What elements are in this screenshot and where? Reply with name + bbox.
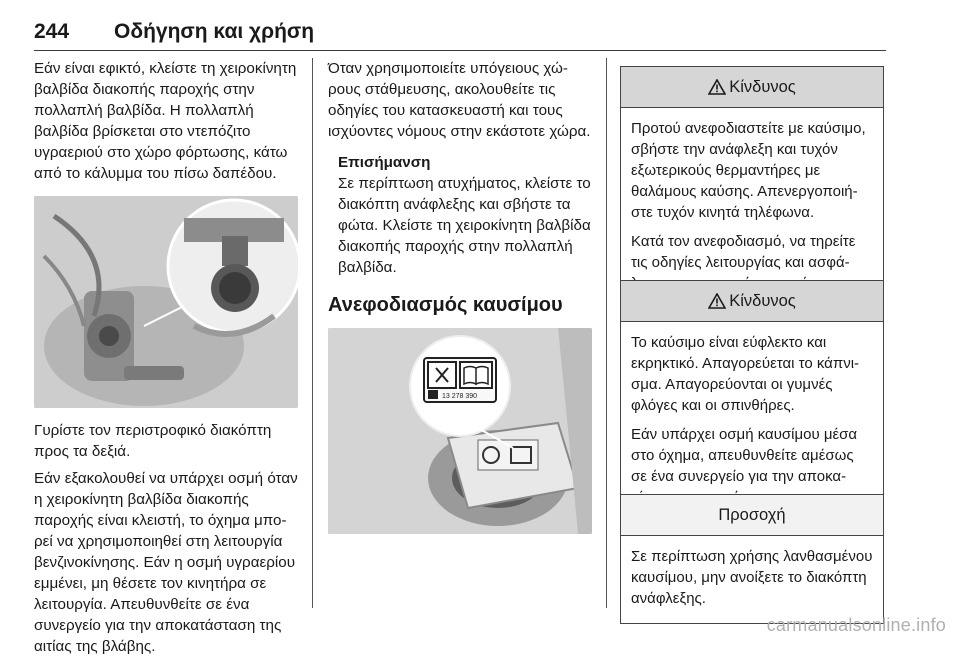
danger-box-title: Κίνδυνος [729,77,796,96]
danger-box-body [621,108,883,308]
valve-illustration [34,196,298,408]
no-open-flame-icon [428,362,456,388]
box-paragraph: Προτού ανεφοδιαστείτε με καύσιμο, σβήστε την ανάφλεξη και τυχόν εξωτερικούς θερμαντήρες με θαλάμους καύσης. Απενεργοποιήστε τυχόν κινητά τηλέφωνα. [631,120,866,221]
box-paragraph: Κατά τον ανεφοδιασμό, να τηρείτε τις οδηγίες λειτουργίας και ασφά [631,233,856,271]
danger-box-body [621,322,883,522]
fuel-flap-illustration [328,328,592,534]
caution-box-body [621,536,883,623]
read-manual-icon [460,362,492,388]
box-paragraph: Εάν υπάρχει οσμή καυσίμου μέσα στο όχημα, απευθυνθείτε αμέσως σε ένα συνεργείο για την αποκα [631,426,858,485]
column-divider [606,58,607,608]
caution-box-title: Προσοχή [718,505,786,524]
page-header [34,10,886,51]
page-title: Οδήγηση και χρήση [114,20,315,43]
danger-box-title: Κίνδυνος [729,291,796,310]
warning-triangle-icon [708,293,726,309]
column-left [34,58,300,663]
note-title: Επισήμανση [338,154,431,171]
danger-box [620,280,884,523]
warning-triangle-icon [708,79,726,95]
text-paragraph: Γυρίστε τον περιστροφικό διακόπτη προς τα δεξιά. [34,422,272,460]
page-number: 244 [34,20,70,43]
column-divider [312,58,313,608]
note-text: Σε περίπτωση ατυχήματος, κλείστε το διακόπτη ανάφλεξης και σβήστε τα φώτα. Κλείστε τη χειροκίνητη βαλβίδα διακοπής παροχής στην πολλαπλή βαλβίδα. [338,175,591,276]
box-paragraph: Σε περίπτωση χρήσης λανθασμένου καυσίμου, μην ανοίξετε το διακόπτη ανάφλεξης. [631,548,873,607]
text-paragraph: Όταν χρησιμοποιείτε υπόγειους χώρους στάθμευσης, ακολουθείτε τις οδηγίες του κατασκευαστή και τους ισχύοντες νόμους στην εκάστοτε χώρα. [328,60,591,140]
note-block [338,152,592,278]
danger-box-header [621,67,883,108]
section-heading: Ανεφοδιασμός καυσίμου [328,294,563,316]
box-paragraph: Το καύσιμο είναι εύφλεκτο και εκρηκτικό. Απαγορεύεται το κάπνισμα. Απαγορεύονται οι γυμνές φλόγες και οι σπινθήρες. [631,334,860,414]
caution-box [620,494,884,624]
column-middle [328,58,592,546]
danger-box [620,66,884,309]
danger-box-header [621,281,883,322]
text-paragraph: Εάν είναι εφικτό, κλείστε τη χειροκίνητη βαλβίδα διακοπής παροχής στην πολλαπλή βαλβίδα. Η πολλαπλή βαλβίδα βρίσκεται στο ντεπόζιτο υγραεριού στο χώρο φόρτωσης, κάτω από το κάλυμμα του πίσω δαπέδου. [34,60,297,182]
text-paragraph: Εάν εξακολουθεί να υπάρχει οσμή όταν η χειροκίνητη βαλβίδα διακοπής παροχής είναι κλειστή, το όχημα μπορεί να χρησιμοποιηθεί στη λειτουργία βενζινοκίνησης. Εάν η οσμή υγραερίου εμμένει, μη θέσετε τον κινητήρα σε λειτουργία. Απευθυνθείτε σε ένα συνεργείο για την αποκατάσταση της αιτίας της βλάβης. [34,470,298,655]
watermark: carmanualsonline.info [766,615,946,635]
label-code: 13 278 390 [442,393,478,400]
caution-box-header [621,495,883,536]
